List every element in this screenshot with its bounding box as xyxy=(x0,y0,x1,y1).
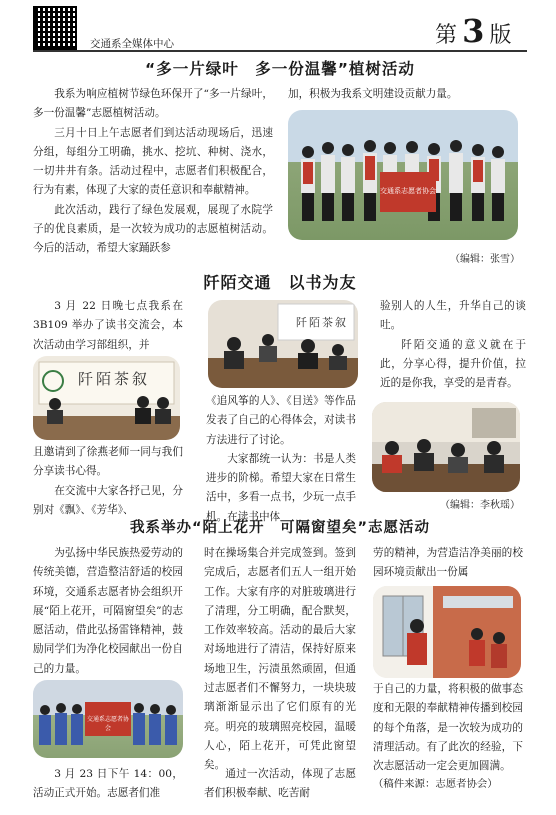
article3-col3-a: 劳的精神，为营造洁净美丽的校园环境贡献出一份属 xyxy=(373,547,523,579)
screen-title: 阡陌茶叙 xyxy=(78,370,151,388)
article3-col1-b: 3 月 23 日下午 14：00，活动正式开始。志愿者们准 xyxy=(33,768,183,800)
article1-title: “多一片绿叶 多一份温馨”植树活动 xyxy=(145,60,415,78)
media-center-name: 交通系全媒体中心 xyxy=(90,38,174,50)
audience-scene-illustration xyxy=(372,402,520,492)
volunteer-banner: 交通系志愿者协会 xyxy=(380,187,436,195)
article3-col1-a: 为弘扬中华民族热爱劳动的传统美德，营造整洁舒适的校园环境，交通系志愿者协会组织开展“陌上花开，可隔窗望矣”的志愿活动，借此弘扬雷锋精神，鼓励同学们为净化校园献出一份自己的力量。 xyxy=(33,547,183,675)
window-cleaning-photo xyxy=(373,586,521,678)
tree-planting-photo xyxy=(288,110,518,240)
volunteer-banner: 交通系志愿者协会 xyxy=(86,716,129,732)
article3-col2-b: 通过一次活动，体现了志愿者们积极奉献、吃苦耐 xyxy=(204,768,356,800)
article2-col1-top: 3 月 22 日晚七点我系在 3B109 举办了读书交流会，本次活动由学习部组织，并 xyxy=(33,300,183,351)
qr-code xyxy=(33,6,77,50)
article3-caption: （稿件来源：志愿者协会） xyxy=(373,778,498,790)
article2-col1-bottom: 且邀请到了徐燕老师一同与我们分享读书心得。 在交流中大家各抒己见，分别对《飘》、《芳华》、 xyxy=(33,446,183,516)
reading-meeting-photo-2 xyxy=(208,300,358,388)
article2-col3: 验别人的人生，升华自己的谈吐。 阡陌交通的意义就在于此，分享心得，提升价值，拉近的是你我，享受的是青春。 xyxy=(380,300,526,390)
volunteer-group-photo xyxy=(33,680,183,758)
article1-col1: 我系为响应植树节绿色环保开了“多一片绿叶，多一份温馨”志愿植树活动。 三月十日上午志愿者们到达活动现场后，迅速分组，每组分工明确，挑水、挖坑、种树、浇水，一切井井有条。活动过程中，志愿者们积极配合，行为有素，体现了大家的责任意识和奉献精神。 此次活动，践行了绿色发展观，展现了水院学子的优良素质，是一次较为成功的志愿植树活动。今后的活动，希望大家踊跃参 xyxy=(33,88,273,255)
article2-col2: 《追风筝的人》、《目送》等作品发表了自己的心得体会，对读书方法进行了讨论。 大家都统一认为：书是人类进步的阶梯。希望大家在日常生活中，多看一点书，少玩一点手机。在读书中体 xyxy=(206,395,356,523)
article3-col3-b: 于自己的力量，将积极的做事态度和无限的奉献精神传播到校园的每个角落，是一次较为成功的清理活动。有了此次的经验，下次志愿活动一定会更加圆满。 xyxy=(373,683,523,773)
article2-caption: （编辑：李秋瑶） xyxy=(440,500,520,511)
article3-title: 我系举办“陌上花开 可隔窗望矣”志愿活动 xyxy=(129,520,431,536)
group-people-illustration xyxy=(288,110,518,240)
screen-title: 阡陌茶叙 xyxy=(296,316,348,329)
article1-col2: 加，积极为我系文明建设贡献力量。 xyxy=(288,88,458,100)
article2-title: 阡陌交通 以书为友 xyxy=(203,273,357,292)
article1-caption: （编辑：张雪） xyxy=(450,254,520,265)
article3-col2-a: 时在操场集合并完成签到。签到完成后，志愿者们五人一组开始工作。大家有序的对脏玻璃进行了清理，分工明确，配合默契，工作效率较高。活动的最后大家对场地进行了清洁，保持好原来场地卫生，污渍虽然顽固，但通过志愿者们不懈努力，一块块玻璃渐渐显示出了它们原有的光亮。明亮的玻璃照亮校园，温暖人心，陌上花开，可凭此窗望矣。 xyxy=(204,547,356,772)
reading-meeting-photo-3 xyxy=(372,402,520,492)
issue-badge: 第 3 版 xyxy=(435,12,512,50)
header-rule xyxy=(33,50,527,52)
reading-meeting-photo-1 xyxy=(33,356,180,440)
window-cleaning-illustration xyxy=(373,586,521,678)
